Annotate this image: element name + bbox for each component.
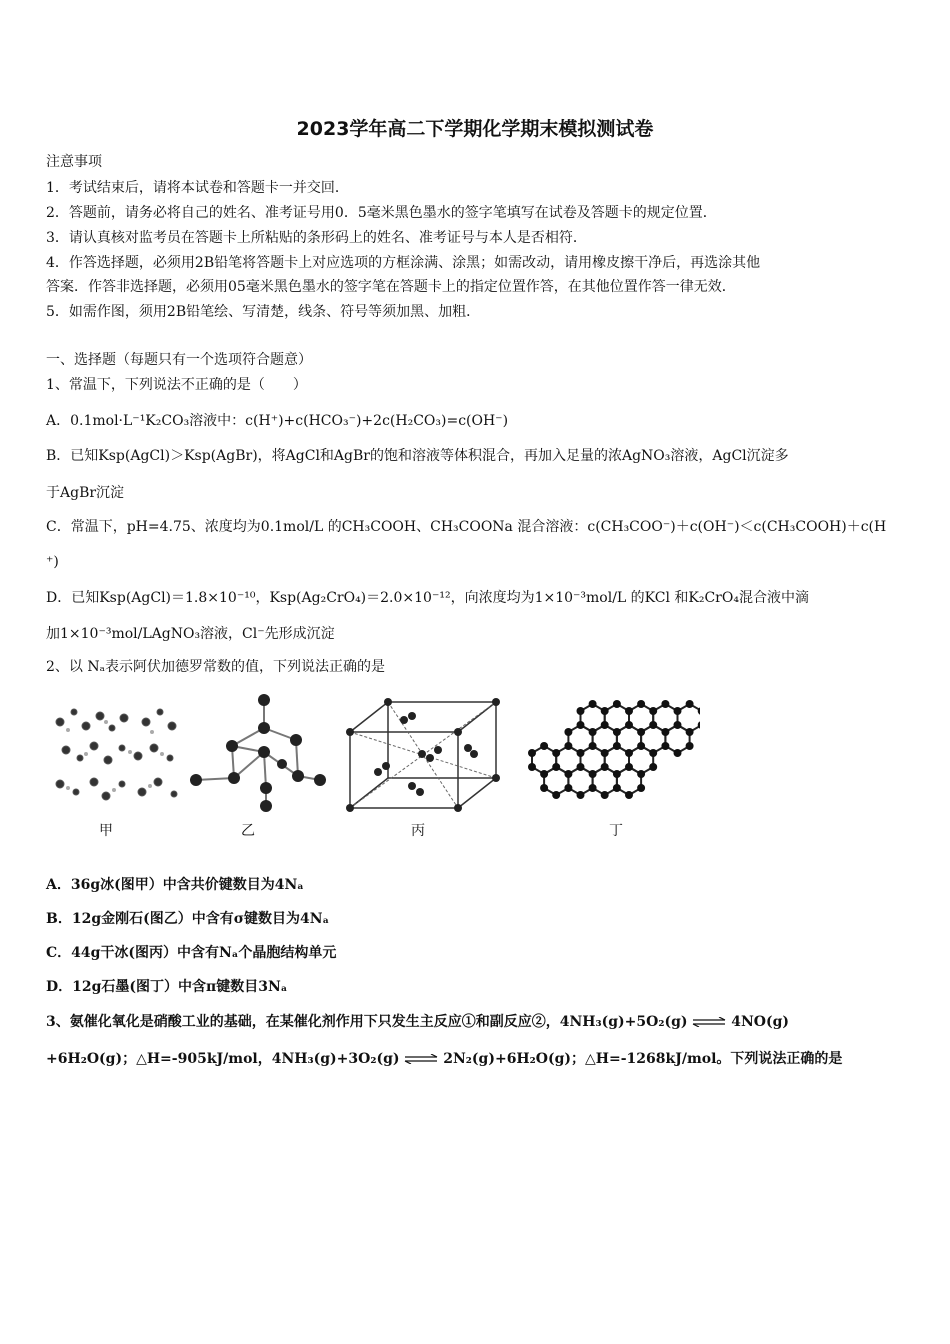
graphite-atom [577,763,585,771]
graphite-atom [564,784,572,792]
graphite-atom [649,721,657,729]
graphite-atom [601,791,609,799]
graphite-atom [637,700,645,708]
graphite-atom [613,700,621,708]
notice-item: 3．请认真核对监考员在答题卡上所粘贴的条形码上的姓名、准考证号与本人是否相符． [46,230,587,246]
question-1-option-c-cont: ⁺) [46,554,59,570]
figure-caption-jia: 甲 [99,823,113,839]
equilibrium-arrow-icon [692,1017,726,1027]
graphite-atom [613,728,621,736]
graphite-atom [649,707,657,715]
question-2-option-a: A．36g冰(图甲）中含共价键数目为4Nₐ [46,877,304,893]
notice-item: 5．如需作图，须用2B铅笔绘、写清楚，线条、符号等须加黑、加粗． [46,304,481,320]
question-1-option-d-cont: 加1×10⁻³mol/LAgNO₃溶液，Cl⁻先形成沉淀 [46,626,335,642]
graphite-atom [625,791,633,799]
graphite-atom [686,700,694,708]
graphite-atom [528,749,536,757]
figure-caption-yi: 乙 [241,823,255,839]
question-1-option-c: C．常温下，pH=4.75、浓度均为0.1mol/L 的CH₃COOH、CH₃COONa 混合溶液：c(CH₃COO⁻)＋c(OH⁻)＜c(CH₃COOH)＋c(H [46,519,887,535]
graphite-atom [577,749,585,757]
graphite-atom [637,770,645,778]
graphite-atom [613,784,621,792]
graphite-atom [601,749,609,757]
graphite-atom [577,707,585,715]
question-1-option-b: B．已知Ksp(AgCl)＞Ksp(AgBr)，将AgCl和AgBr的饱和溶液等体积混合，再加入足量的浓AgNO₃溶液，AgCl沉淀多 [46,448,789,464]
graphite-atom [540,770,548,778]
graphite-atom [601,721,609,729]
graphite-atom [674,707,682,715]
graphite-atom [661,742,669,750]
question-2-option-c: C．44g干冰(图丙）中含有Nₐ个晶胞结构单元 [46,945,337,961]
crystal-structure-figures [40,688,720,848]
graphite-atom [552,791,560,799]
graphite-atom [649,763,657,771]
equilibrium-arrow-icon [404,1054,438,1064]
section-heading: 一、选择题（每题只有一个选项符合题意） [46,352,312,368]
question-2-option-d: D．12g石墨(图丁）中含π键数目3Nₐ [46,979,288,995]
question-3-line-2 [46,1050,842,1068]
graphite-atom [625,749,633,757]
figure-caption-bing: 丙 [411,823,425,839]
graphite-atom [589,742,597,750]
graphite-atom [564,742,572,750]
diamond-structure-figure [186,688,326,818]
graphite-atom [528,763,536,771]
question-1-stem: 1、常温下，下列说法不正确的是（ ） [46,377,307,393]
graphite-atom [564,770,572,778]
graphite-atom [637,784,645,792]
question-1-option-a: A．0.1mol·L⁻¹K₂CO₃溶液中：c(H⁺)+c(HCO₃⁻)+2c(H₂CO₃)=c(OH⁻) [46,413,509,429]
graphite-atom [589,700,597,708]
graphite-atom [649,749,657,757]
question-2-stem: 2、以 Nₐ表示阿伏加德罗常数的值，下列说法正确的是 [46,659,386,675]
notice-heading: 注意事项 [46,154,102,170]
question-3-text: 4NO(g) [731,1014,790,1030]
question-3-text: +6H₂O(g)；△H=-905kJ/mol，4NH₃(g)+3O₂(g) [46,1051,400,1067]
notice-item: 2．答题前，请务必将自己的姓名、准考证号用0．5毫米黑色墨水的签字笔填写在试卷及答题卡的规定位置． [46,205,717,221]
graphite-atom [625,707,633,715]
question-1-option-b-cont: 于AgBr沉淀 [46,485,125,501]
question-3-text: 3、氨催化氧化是硝酸工业的基础，在某催化剂作用下只发生主反应①和副反应②，4NH₃(g)+5O₂(g) [46,1014,688,1030]
graphite-atom [661,700,669,708]
graphite-atom [540,784,548,792]
graphite-atom [686,742,694,750]
graphite-atom [552,763,560,771]
graphite-atom [625,721,633,729]
graphite-structure-figure [528,688,700,818]
graphite-atom [674,721,682,729]
graphite-atom [589,770,597,778]
dry-ice-structure-figure [342,688,502,818]
graphite-atom [686,728,694,736]
graphite-atom [577,721,585,729]
graphite-atom [637,742,645,750]
graphite-atom [625,763,633,771]
graphite-atom [589,784,597,792]
graphite-atom [601,763,609,771]
graphite-atom [674,749,682,757]
graphite-atom [589,728,597,736]
question-3-text: 2N₂(g)+6H₂O(g)；△H=-1268kJ/mol。下列说法正确的是 [443,1051,843,1067]
graphite-atom [613,742,621,750]
page-title: 2023学年高二下学期化学期末模拟测试卷 [296,118,654,140]
graphite-atom [552,749,560,757]
question-2-option-b: B．12g金刚石(图乙）中含有σ键数目为4Nₐ [46,911,330,927]
graphite-atom [613,770,621,778]
graphite-atom [564,728,572,736]
graphite-atom [601,707,609,715]
question-3-line-1 [46,1013,789,1031]
ice-structure-figure [46,688,186,818]
notice-item: 答案．作答非选择题，必须用05毫米黑色墨水的签字笔在答题卡上的指定位置作答，在其他位置作答一律无效． [46,279,736,295]
graphite-atom [540,742,548,750]
notice-item: 1．考试结束后，请将本试卷和答题卡一并交回． [46,180,349,196]
graphite-atom [661,728,669,736]
notice-item: 4．作答选择题，必须用2B铅笔将答题卡上对应选项的方框涂满、涂黑；如需改动，请用橡皮擦干净后，再选涂其他 [46,255,761,271]
question-1-option-d: D．已知Ksp(AgCl)＝1.8×10⁻¹⁰，Ksp(Ag₂CrO₄)＝2.0×10⁻¹²，向浓度均为1×10⁻³mol/L 的KCl 和K₂CrO₄混合液中滴 [46,590,809,606]
figure-caption-ding: 丁 [609,823,623,839]
graphite-atom [577,791,585,799]
graphite-atom [637,728,645,736]
